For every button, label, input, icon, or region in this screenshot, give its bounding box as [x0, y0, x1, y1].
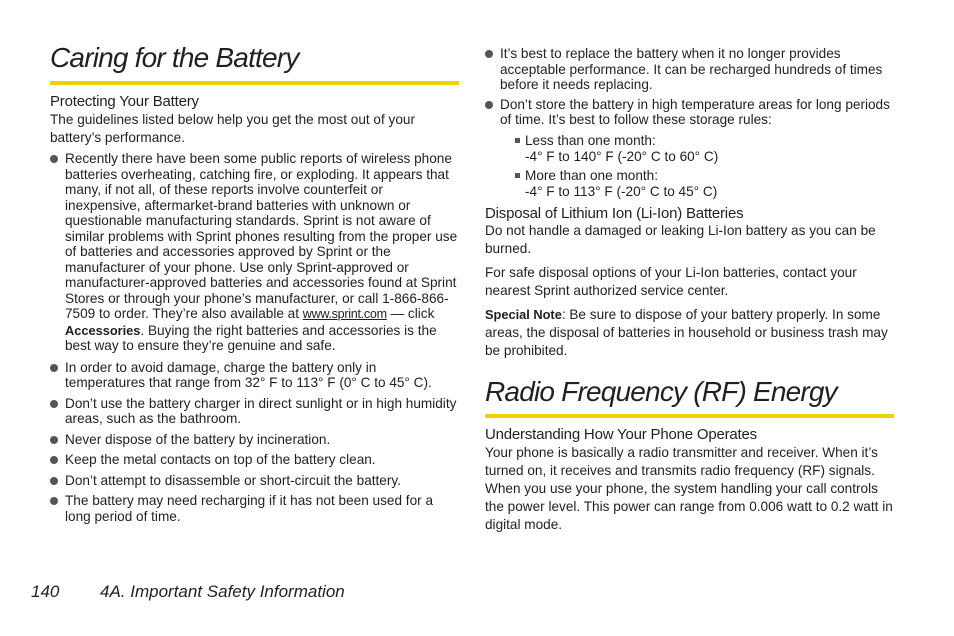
- bullet-icon: [50, 364, 58, 372]
- rf-title-rule: [485, 414, 894, 418]
- storage-range: -4° F to 113° F (-20° C to 45° C): [525, 183, 718, 199]
- bullet-text: Never dispose of the battery by incineration.: [65, 431, 331, 447]
- footer-section-title: 4A. Important Safety Information: [100, 582, 345, 601]
- bullet-text: Don’t attempt to disassemble or short-circuit the battery.: [65, 472, 401, 488]
- bullet-text: Keep the metal contacts on top of the battery clean.: [65, 452, 376, 467]
- list-item: [50, 396, 460, 427]
- special-note-paragraph: [485, 306, 895, 360]
- page-number: 140: [31, 582, 60, 601]
- special-note-text: : Be sure to dispose of your battery properly. In some areas, the disposal of batteries in household or business trash may be prohibited.: [485, 307, 888, 358]
- list-item: [50, 432, 460, 448]
- rf-paragraph: Your phone is basically a radio transmitter and receiver. When it’s turned on, it receives and transmits radio frequency (RF) signals. When you use your phone, the system handling your call controls the power level. This power can range from 0.006 watt to 0.2 watt in digital mode.: [485, 445, 893, 532]
- bullet-icon: [485, 101, 493, 109]
- storage-rules-list: [515, 133, 895, 199]
- disposal-heading: Disposal of Lithium Ion (Li-Ion) Batteries: [485, 205, 744, 222]
- square-bullet-icon: [515, 173, 520, 178]
- bullet-icon: [50, 400, 58, 408]
- list-item: [50, 473, 460, 489]
- storage-range: -4° F to 140° F (-20° C to 60° C): [525, 148, 719, 164]
- bullet-text: . Buying the right batteries and accessories is the best way to ensure they’re genuine and safe.: [65, 322, 437, 353]
- bullet-text: — click: [386, 306, 435, 321]
- bullet-text: In order to avoid damage, charge the battery only in temperatures that range from 32° F to 113° F (0° C to 45° C).: [65, 359, 432, 390]
- bullet-icon: [50, 436, 58, 444]
- battery-bullet-list: [50, 151, 460, 524]
- list-item: [515, 168, 895, 199]
- protecting-heading: Protecting Your Battery: [50, 93, 199, 110]
- list-item: [515, 133, 895, 164]
- title-rule: [50, 81, 459, 85]
- storage-label: More than one month:: [525, 168, 658, 183]
- bullet-icon: [50, 456, 58, 464]
- list-item: [485, 97, 895, 128]
- sprint-link[interactable]: www.sprint.com: [302, 307, 387, 321]
- rf-subheading: Understanding How Your Phone Operates: [485, 426, 757, 443]
- list-item: [50, 452, 460, 468]
- bullet-text: It’s best to replace the battery when it no longer provides acceptable performance. It can be recharged hundreds of times before it needs replacing.: [500, 46, 883, 92]
- special-note-label: Special Note: [485, 307, 562, 322]
- bullet-text: Recently there have been some public reports of wireless phone batteries overheating, catching fire, or exploding. It appears that many, if not all, of these reports involve counterfeit or inexpensive, aftermarket-brand batteries with unknown or questionable manufacturing standards. Sprint is not aware of similar problems with Sprint phones resulting from the proper use of batteries and accessories approved by Sprint or the manufacturer of your phone. Use only Sprint-approved or manufacturer-approved batteries and accessories found at Sprint Stores or through your phone’s manufacturer, or call 1-866-866-7509 to order. They’re also available at: [65, 151, 458, 321]
- bullet-text: The battery may need recharging if it has not been used for a long period of time.: [65, 493, 434, 524]
- replace-bullet-list: [485, 46, 895, 128]
- rf-title: Radio Frequency (RF) Energy: [485, 376, 837, 407]
- bullet-icon: [50, 497, 58, 505]
- section-title: Caring for the Battery: [50, 42, 299, 73]
- bullet-text: Don’t use the battery charger in direct sunlight or in high humidity areas, such as the bathroom.: [65, 395, 457, 426]
- accessories-label: Accessories: [65, 322, 141, 338]
- disposal-options-paragraph: For safe disposal options of your Li-Ion batteries, contact your nearest Sprint authorized service center.: [485, 265, 857, 298]
- list-item: [50, 493, 460, 524]
- disposal-paragraph: Do not handle a damaged or leaking Li-Ion battery as you can be burned.: [485, 223, 876, 256]
- bullet-icon: [485, 50, 493, 58]
- bullet-icon: [50, 477, 58, 485]
- bullet-text: Don’t store the battery in high temperature areas for long periods of time. It’s best to follow these storage rules:: [500, 96, 890, 127]
- intro-paragraph: The guidelines listed below help you get the most out of your battery’s performance.: [50, 112, 415, 145]
- list-item: [485, 46, 895, 93]
- square-bullet-icon: [515, 138, 520, 143]
- bullet-icon: [50, 155, 58, 163]
- list-item: [50, 151, 460, 354]
- list-item: [50, 360, 460, 391]
- storage-label: Less than one month:: [525, 133, 656, 148]
